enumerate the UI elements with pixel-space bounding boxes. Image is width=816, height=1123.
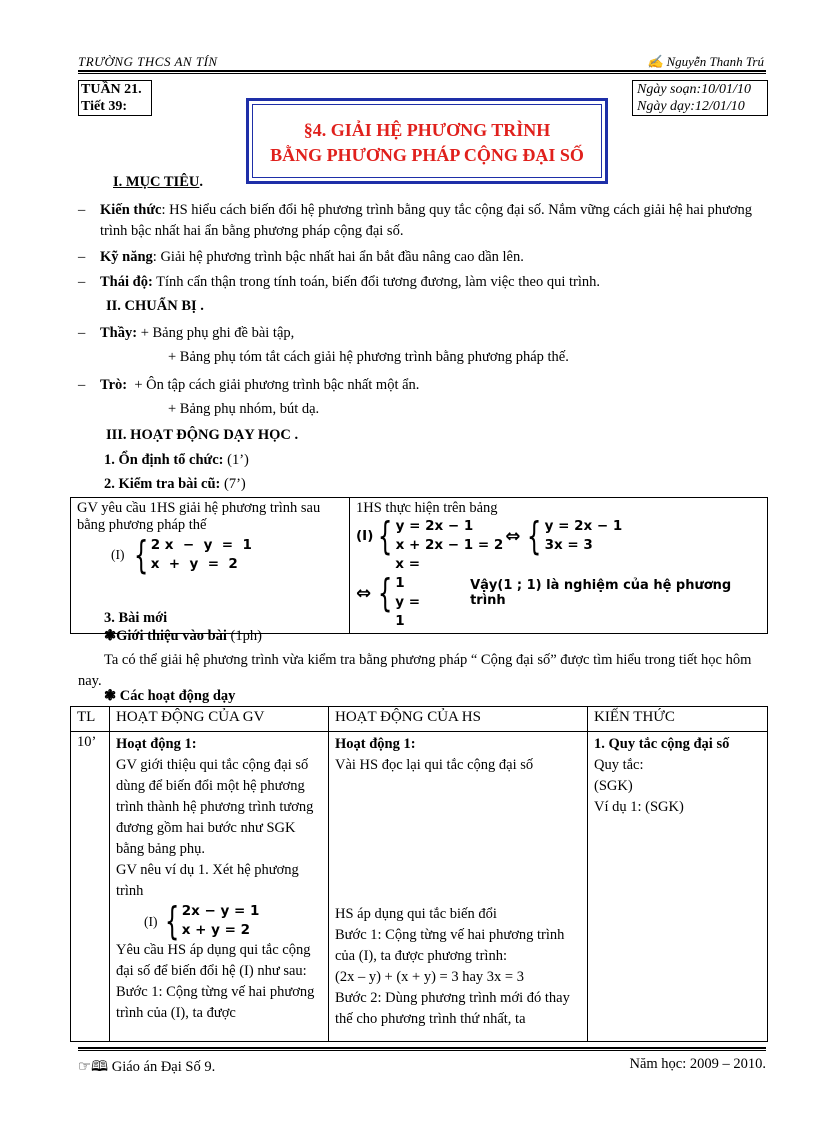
check-hs-step2: ⇔ { x = 1 y = 1 Vậy(1 ; 1) là nghiệm của hệ phương trình [356,555,761,631]
lesson-title [252,104,602,178]
step-new-lesson: 3. Bài mới [104,610,168,626]
lesson-title-box [246,98,608,184]
flower-icon: ❃ [104,628,117,644]
author-name: ✍ Nguyễn Thanh Trú [647,54,764,69]
check-table [70,497,768,634]
period-label: Tiết 39: [81,99,128,114]
section-objectives-heading: I. MỤC TIÊU. [113,174,203,190]
activity-system: (I) { 2x − y = 1 x + y = 2 [144,899,260,943]
week-label: TUẦN 21. [81,82,142,97]
check-hs-cell [350,498,768,634]
footer-title: ☞🕮 Giáo án Đại Số 9. [78,1059,216,1075]
col-header-student: HOẠT ĐỘNG CỦA HS [329,707,588,732]
section-preparation-heading: II. CHUẨN BỊ . [106,298,204,314]
header-divider-thin [78,73,766,74]
school-name: TRƯỜNG THCS AN TÍN [78,54,218,69]
objective-skills: – Kỹ năng: Giải hệ phương trình bậc nhất hai ẩn bắt đầu nâng cao dần lên. [78,249,524,265]
date-taught: Ngày dạy:12/01/10 [637,99,745,114]
step-check: 2. Kiểm tra bài cũ: (7’) [104,476,246,492]
intro-heading: ❃Giới thiệu vào bài (1ph) [104,628,262,644]
week-box [78,80,152,116]
activity-teacher-cell: Hoạt động 1: GV giới thiệu qui tắc cộng đại số dùng để biến đổi một hệ phương trình thành hệ phương trình tương đương gồm hai bước như SGK bằng bảng phụ. GV nêu ví dụ 1. Xét hệ phương trình (I) { 2x − y = 1 x + y = 2 Yêu cầu HS áp dụng qui tắc cộng đại số để biến đổi hệ (I) như sau: Bước 1: Cộng từng vế hai phương trình của (I), ta được [110,732,329,1042]
activities-table [70,706,768,1042]
col-header-time: TL [71,707,110,732]
prep-student-1: – Trò: + Ôn tập cách giải phương trình bậc nhất một ẩn. [78,377,420,393]
col-header-teacher: HOẠT ĐỘNG CỦA GV [110,707,329,732]
footer-divider [78,1047,766,1049]
check-hs-step1: (I) { y = 2x − 1 x + 2x − 1 = 2 ⇔ { y = 2x − 1 3x = 3 [356,514,623,558]
check-system: (I) { 2 x − y = 1 x + y = 2 [111,533,252,577]
prep-teacher-2: + Bảng phụ tóm tắt cách giải hệ phương trình bằng phương pháp thế. [168,349,569,365]
footer-divider-thin [78,1050,766,1051]
activities-heading: ❃ Các hoạt động dạy [104,688,236,704]
flower-icon: ❃ [104,688,117,704]
activity-knowledge-cell: 1. Quy tắc cộng đại số Quy tắc: (SGK) Ví dụ 1: (SGK) [588,732,768,1042]
date-prepared: Ngày soạn:10/01/10 [637,82,751,97]
date-box [632,80,768,116]
activity-time: 10’ [71,732,110,1042]
objective-attitude: – Thái độ: Tính cẩn thận trong tính toán, biến đổi tương đương, làm việc theo qui trình. [78,274,600,290]
title-line-1: §4. GIẢI HỆ PHƯƠNG TRÌNH [303,120,551,140]
step-organize: 1. Ổn định tổ chức: (1’) [104,452,249,468]
prep-student-2: + Bảng phụ nhóm, bút dạ. [168,401,320,417]
activity-student-cell: Hoạt động 1: Vài HS đọc lại qui tắc cộng đại số HS áp dụng qui tắc biến đổi Bước 1: Cộng từng vế hai phương trình của (I), ta được phương trình: (2x – y) + (x + y) = 3 hay 3x = 3 Bước 2: Dùng phương trình mới đó thay thế cho phương trình thứ nhất, ta [329,732,588,1042]
prep-teacher-1: – Thầy: + Bảng phụ ghi đề bài tập, [78,325,295,341]
title-line-2: BẰNG PHƯƠNG PHÁP CỘNG ĐẠI SỐ [270,145,584,165]
objective-knowledge: – Kiến thức: HS hiểu cách biến đổi hệ phương trình bằng quy tắc cộng đại số. Nắm vững cách giải hệ hai phương trình bậc nhất hai ẩn bằng phương pháp cộng đại số. [78,202,753,239]
header-divider [78,70,766,72]
col-header-knowledge: KIẾN THỨC [588,707,768,732]
check-conclusion: Vậy(1 ; 1) là nghiệm của hệ phương trình [470,578,732,608]
section-activities-heading: III. HOẠT ĐỘNG DẠY HỌC . [106,427,299,443]
check-gv-text: GV yêu cầu 1HS giải hệ phương trình sau bằng phương pháp thế [77,500,321,533]
intro-text: Ta có thể giải hệ phương trình vừa kiểm tra bằng phương pháp “ Cộng đại số” được tìm hiểu trong tiết học hôm nay. [78,652,752,689]
check-hs-text: 1HS thực hiện trên bảng [356,500,498,516]
footer-year: Năm học: 2009 – 2010. [629,1056,766,1072]
